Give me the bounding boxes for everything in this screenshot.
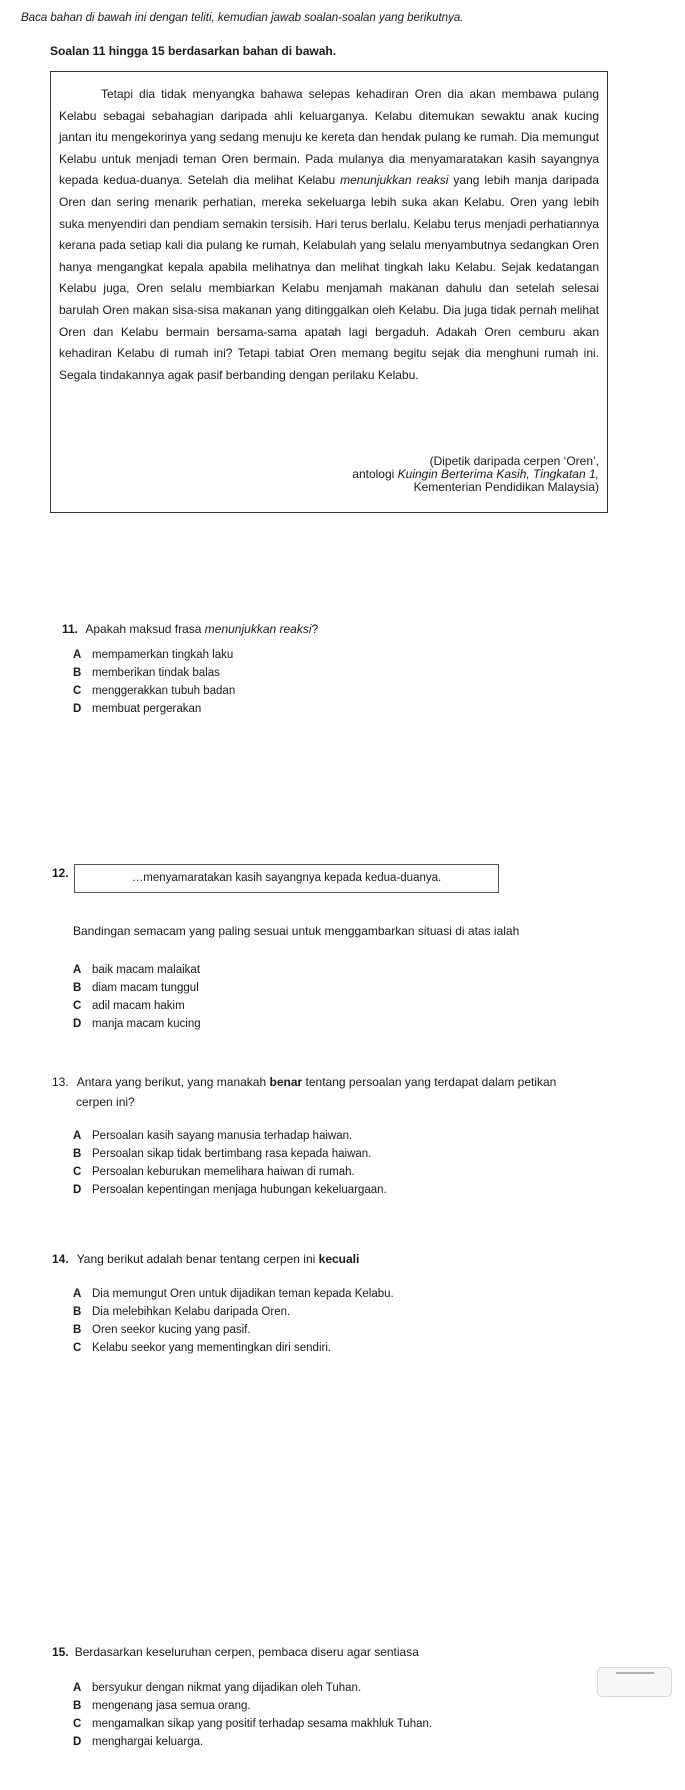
option-row[interactable] (73, 961, 201, 979)
option-letter: C (73, 1000, 82, 1012)
option-text: memberikan tindak balas (92, 667, 220, 679)
option-text: Persoalan kepentingan menjaga hubungan kekeluargaan. (92, 1184, 387, 1196)
option-letter: C (73, 685, 82, 697)
question-stem: Antara yang berikut, yang manakah (76, 1075, 270, 1089)
option-row[interactable] (73, 1303, 394, 1321)
option-text: Persoalan sikap tidak bertimbang rasa kepada haiwan. (92, 1148, 372, 1160)
option-text: mengenang jasa semua orang. (92, 1700, 251, 1712)
question-13-options (73, 1127, 387, 1199)
question-13 (52, 1072, 556, 1112)
source-anthology-title: Kuingin Berterima Kasih, Tingkatan 1, (397, 467, 599, 481)
scroll-handle-widget[interactable] (597, 1667, 672, 1697)
option-letter: A (73, 1682, 82, 1694)
option-text: membuat pergerakan (92, 703, 202, 715)
option-row[interactable] (73, 682, 235, 700)
option-letter: D (73, 1018, 82, 1030)
question-number: 15. (52, 1645, 69, 1659)
option-row[interactable] (73, 1733, 432, 1751)
question-stem-suffix: ? (311, 622, 319, 636)
option-letter: B (73, 1700, 82, 1712)
question-12-stem: Bandingan semacam yang paling sesuai untuk menggambarkan situasi di atas ialah (73, 924, 520, 938)
option-row[interactable] (73, 1697, 432, 1715)
option-text: diam macam tunggul (92, 982, 199, 994)
option-row[interactable] (73, 1715, 432, 1733)
option-letter: A (73, 1130, 82, 1142)
option-letter: D (73, 703, 82, 715)
option-letter: A (73, 964, 82, 976)
option-text: mengamalkan sikap yang positif terhadap sesama makhluk Tuhan. (92, 1718, 433, 1730)
option-text: Persoalan kasih sayang manusia terhadap haiwan. (92, 1130, 353, 1142)
option-row[interactable] (73, 1321, 394, 1339)
option-letter: D (73, 1736, 82, 1748)
option-letter: B (73, 1148, 82, 1160)
option-row[interactable] (73, 1679, 432, 1697)
passage-italic-phrase: menunjukkan reaksi (340, 173, 449, 188)
option-letter: C (73, 1718, 82, 1730)
question-15-options (73, 1679, 432, 1751)
option-letter: B (73, 982, 82, 994)
option-row[interactable] (73, 1339, 394, 1357)
option-text: mempamerkan tingkah laku (92, 649, 234, 661)
question-14-options (73, 1285, 394, 1357)
option-letter: A (73, 649, 82, 661)
source-line-2-prefix: antologi (352, 467, 398, 481)
option-letter: B (73, 1306, 82, 1318)
option-text: Kelabu seekor yang mementingkan diri sendiri. (92, 1342, 332, 1354)
option-text: Dia melebihkan Kelabu daripada Oren. (92, 1306, 291, 1318)
source-line-1: (Dipetik daripada cerpen ‘Oren’, (429, 454, 599, 468)
option-row[interactable] (73, 979, 201, 997)
option-text: Oren seekor kucing yang pasif. (92, 1324, 251, 1336)
source-line-3: Kementerian Pendidikan Malaysia) (413, 480, 599, 494)
question-11-options (73, 646, 235, 718)
option-row[interactable] (73, 1145, 387, 1163)
option-row[interactable] (73, 646, 235, 664)
passage-text-part1: Tetapi dia tidak menyangka bahawa selepas kehadiran Oren dia akan membawa pulang Kelabu sebagai sebahagian daripada ahli keluarganya. Kelabu ditemukan sewaktu anak kucing jantan itu mengekorinya yang sedang menuju ke kereta dan hendak pulang ke rumah. Dia memungut Kelabu untuk menjadi teman Oren bermain. Pada mulanya dia menyamaratakan kasih sayangnya kepada kedua-duanya. Setelah dia melihat Kelabu (59, 87, 599, 188)
option-text: manja macam kucing (92, 1018, 201, 1030)
question-stem-bold: kecuali (318, 1252, 360, 1266)
question-12-quote-box: …menyamaratakan kasih sayangnya kepada kedua-duanya. (74, 864, 499, 893)
option-text: menggerakkan tubuh badan (92, 685, 236, 697)
option-letter: D (73, 1184, 82, 1196)
instruction-text: Baca bahan di bawah ini dengan teliti, kemudian jawab soalan-soalan yang berikutnya. (21, 12, 464, 24)
option-text: bersyukur dengan nikmat yang dijadikan oleh Tuhan. (92, 1682, 362, 1694)
scroll-handle-bar-icon (616, 1672, 654, 1674)
option-text: adil macam hakim (92, 1000, 185, 1012)
question-14 (52, 1252, 359, 1266)
option-letter: A (73, 1288, 82, 1300)
option-text: menghargai keluarga. (92, 1736, 204, 1748)
question-stem: Yang berikut adalah benar tentang cerpen ini (76, 1252, 319, 1266)
option-row[interactable] (73, 1285, 394, 1303)
question-11 (62, 622, 318, 636)
option-row[interactable] (73, 1181, 387, 1199)
passage-text (59, 84, 599, 386)
question-stem-line1-suffix: tentang persoalan yang terdapat dalam petikan (302, 1075, 557, 1089)
question-stem-bold: benar (269, 1075, 303, 1089)
option-row[interactable] (73, 700, 235, 718)
question-stem: Berdasarkan keseluruhan cerpen, pembaca diseru agar sentiasa (74, 1645, 419, 1659)
question-12-number: 12. (52, 866, 69, 880)
option-letter: C (73, 1342, 82, 1354)
question-stem-italic: menunjukkan reaksi (204, 622, 312, 636)
question-stem: Apakah maksud frasa (85, 622, 205, 636)
question-number: 11. (62, 622, 79, 636)
option-row[interactable] (73, 1127, 387, 1145)
option-row[interactable] (73, 997, 201, 1015)
option-text: baik macam malaikat (92, 964, 201, 976)
question-stem-line2: cerpen ini? (76, 1095, 135, 1109)
passage-box (50, 71, 608, 513)
question-15 (52, 1645, 419, 1659)
question-number: 14. (52, 1252, 69, 1266)
option-row[interactable] (73, 1163, 387, 1181)
option-row[interactable] (73, 664, 235, 682)
option-letter: B (73, 1324, 82, 1336)
option-text: Dia memungut Oren untuk dijadikan teman kepada Kelabu. (92, 1288, 394, 1300)
option-row[interactable] (73, 1015, 201, 1033)
passage-source (199, 455, 599, 494)
option-letter: B (73, 667, 82, 679)
question-12-options (73, 961, 201, 1033)
section-heading: Soalan 11 hingga 15 berdasarkan bahan di bawah. (50, 44, 337, 58)
question-number: 13. (52, 1075, 69, 1089)
passage-text-part2: yang lebih manja daripada Oren dan sering menarik perhatian, mereka sekeluarga lebih suka akan Kelabu. Oren yang lebih suka menyendiri dan pendiam semakin tersisih. Hari terus berlalu. Kelabu terus menjadi perhatiannya kerana pada setiap kali dia pulang ke rumah, Kelabulah yang selalu menyambutnya sedangkan Oren hanya mengangkat kepala apabila melihatnya dan melihat tingkah laku Kelabu. Sejak kedatangan Kelabu juga, Oren selalu membiarkan Kelabu menjamah makanan dahulu dan setelah selesai barulah Oren makan sisa-sisa makanan yang ditinggalkan oleh Kelabu. Dia juga tidak pernah melihat Oren dan Kelabu bermain bersama-sama apatah lagi bergaduh. Adakah Oren cemburu akan kehadiran Kelabu di rumah ini? Tetapi tabiat Oren memang begitu sejak dia menghuni rumah ini. Segala tindakannya agak pasif berbanding dengan perilaku Kelabu. (59, 173, 599, 382)
option-text: Persoalan keburukan memelihara haiwan di rumah. (92, 1166, 355, 1178)
option-letter: C (73, 1166, 82, 1178)
